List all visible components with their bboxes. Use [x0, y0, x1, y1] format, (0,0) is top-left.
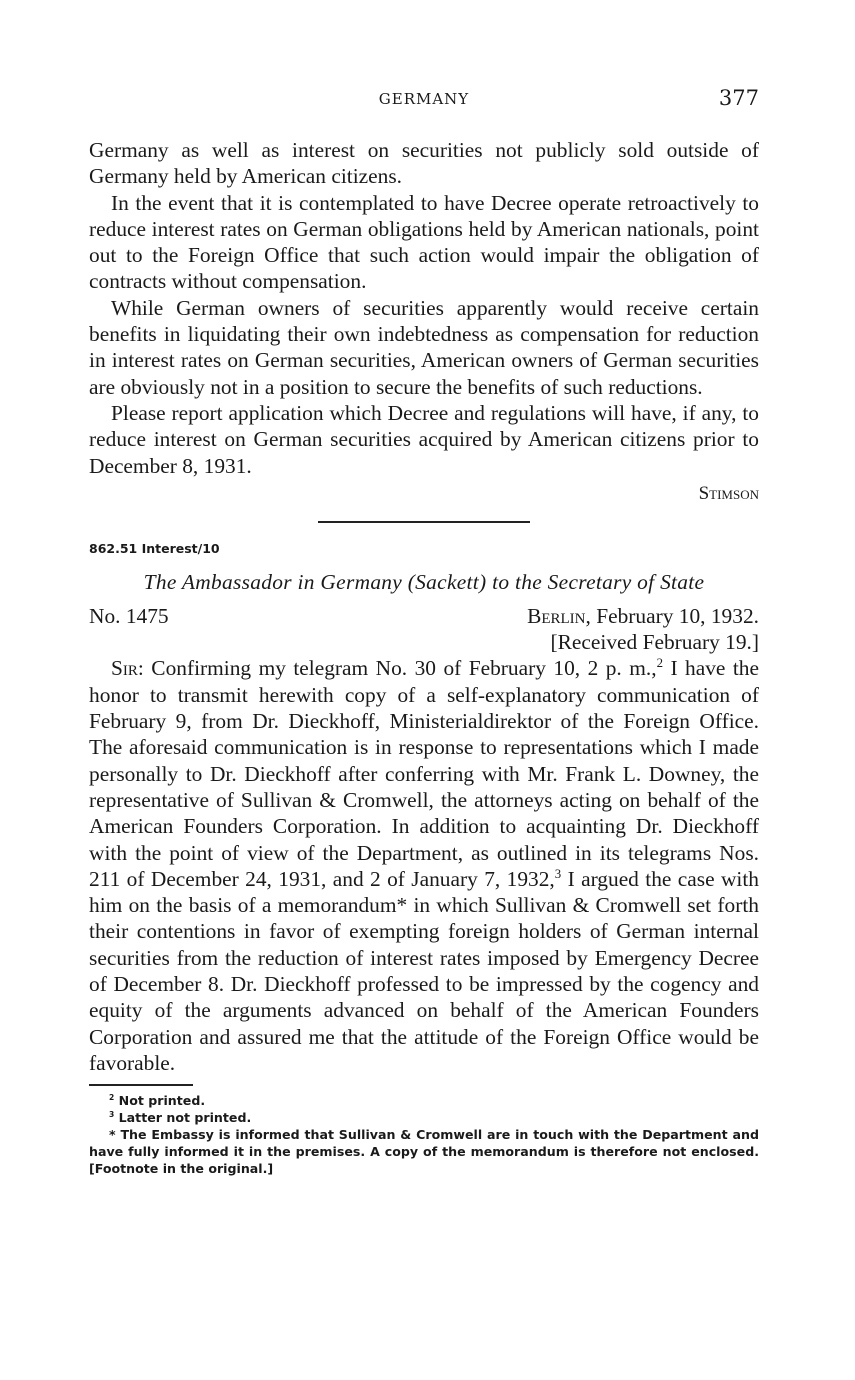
footnotes	[89, 1092, 759, 1177]
letter-body	[89, 655, 759, 1076]
place: Berlin	[527, 604, 586, 629]
footnote-divider	[89, 1084, 193, 1086]
footnote	[89, 1109, 759, 1126]
salutation: Sir	[111, 656, 138, 681]
footnote	[89, 1092, 759, 1109]
dispatch-number: No. 1475	[89, 604, 169, 629]
signature: Stimson	[698, 482, 759, 504]
paragraph: In the event that it is contemplated to have Decree operate retroactively to reduce interest rates on German obligations held by American nationals, point out to the Foreign Office that such action would impair the obligation of contracts without compensation.	[89, 190, 759, 294]
footnote-text: Latter not printed.	[118, 1109, 252, 1125]
received-date: [Received February 19.]	[550, 630, 759, 655]
date: , February 10, 1932.	[585, 604, 759, 629]
running-title: GERMANY	[378, 90, 470, 108]
page-number: 377	[718, 86, 759, 110]
document-title: The Ambassador in Germany (Sackett) to the Secretary of State	[143, 570, 705, 595]
footnote-ref: 2	[656, 656, 663, 671]
footnote-mark: 2	[109, 1092, 115, 1102]
file-number: 862.51 Interest/10	[89, 541, 220, 557]
paragraph: While German owners of securities apparently would receive certain benefits in liquidating their own indebtedness as compensation for reduction in interest rates on German securities, American owners of German securities are obviously not in a position to secure the benefits of such reductions.	[89, 295, 759, 399]
section-divider	[318, 521, 530, 523]
body-text-3: I argued the case with him on the basis of a memorandum* in which Sullivan & Cromwell set forth their contentions in favor of exempting foreign holders of German internal securities from the reduction of interest rates imposed by Emergency Decree of December 8. Dr. Dieckhoff professed to be impressed by the cogency and equity of the arguments advanced on behalf of the American Founders Corporation and assured me that the attitude of the Foreign Office would be favorable.	[89, 866, 759, 1075]
footnote-ref: 3	[554, 866, 562, 881]
place-date	[527, 603, 759, 629]
continued-paragraph: Germany as well as interest on securities not publicly sold outside of Germany held by American citizens.	[89, 138, 759, 189]
paragraph: Please report application which Decree and regulations will have, if any, to reduce interest on German securities acquired by American citizens prior to December 8, 1931.	[89, 400, 759, 478]
footnote	[89, 1126, 759, 1177]
footnote-mark: 3	[109, 1109, 115, 1119]
footnote-text: Not printed.	[118, 1092, 206, 1108]
body-text-2: I have the honor to transmit herewith copy of a self-explanatory communication of February 9, from Dr. Dieckhoff, Ministerialdirektor of the Foreign Office. The aforesaid communication is in response to representations which I made personally to Dr. Dieckhoff after conferring with Mr. Frank L. Downey, the representative of Sullivan & Cromwell, the attorneys acting on behalf of the American Founders Corporation. In addition to acquainting Dr. Dieckhoff with the point of view of the Department, as outlined in its telegrams Nos. 211 of December 24, 1931, and 2 of January 7, 1932,	[89, 656, 759, 891]
footnote-text: The Embassy is informed that Sullivan & Cromwell are in touch with the Department and have fully informed it in the premises. A copy of the memorandum is therefore not enclosed. [Footnote in the original.]	[89, 1126, 759, 1176]
body-text-1: : Confirming my telegram No. 30 of February 10, 2 p. m.,	[137, 656, 657, 681]
footnote-mark: *	[109, 1126, 116, 1142]
dateline	[89, 603, 759, 655]
running-header	[89, 86, 759, 116]
main-text	[89, 137, 759, 1177]
